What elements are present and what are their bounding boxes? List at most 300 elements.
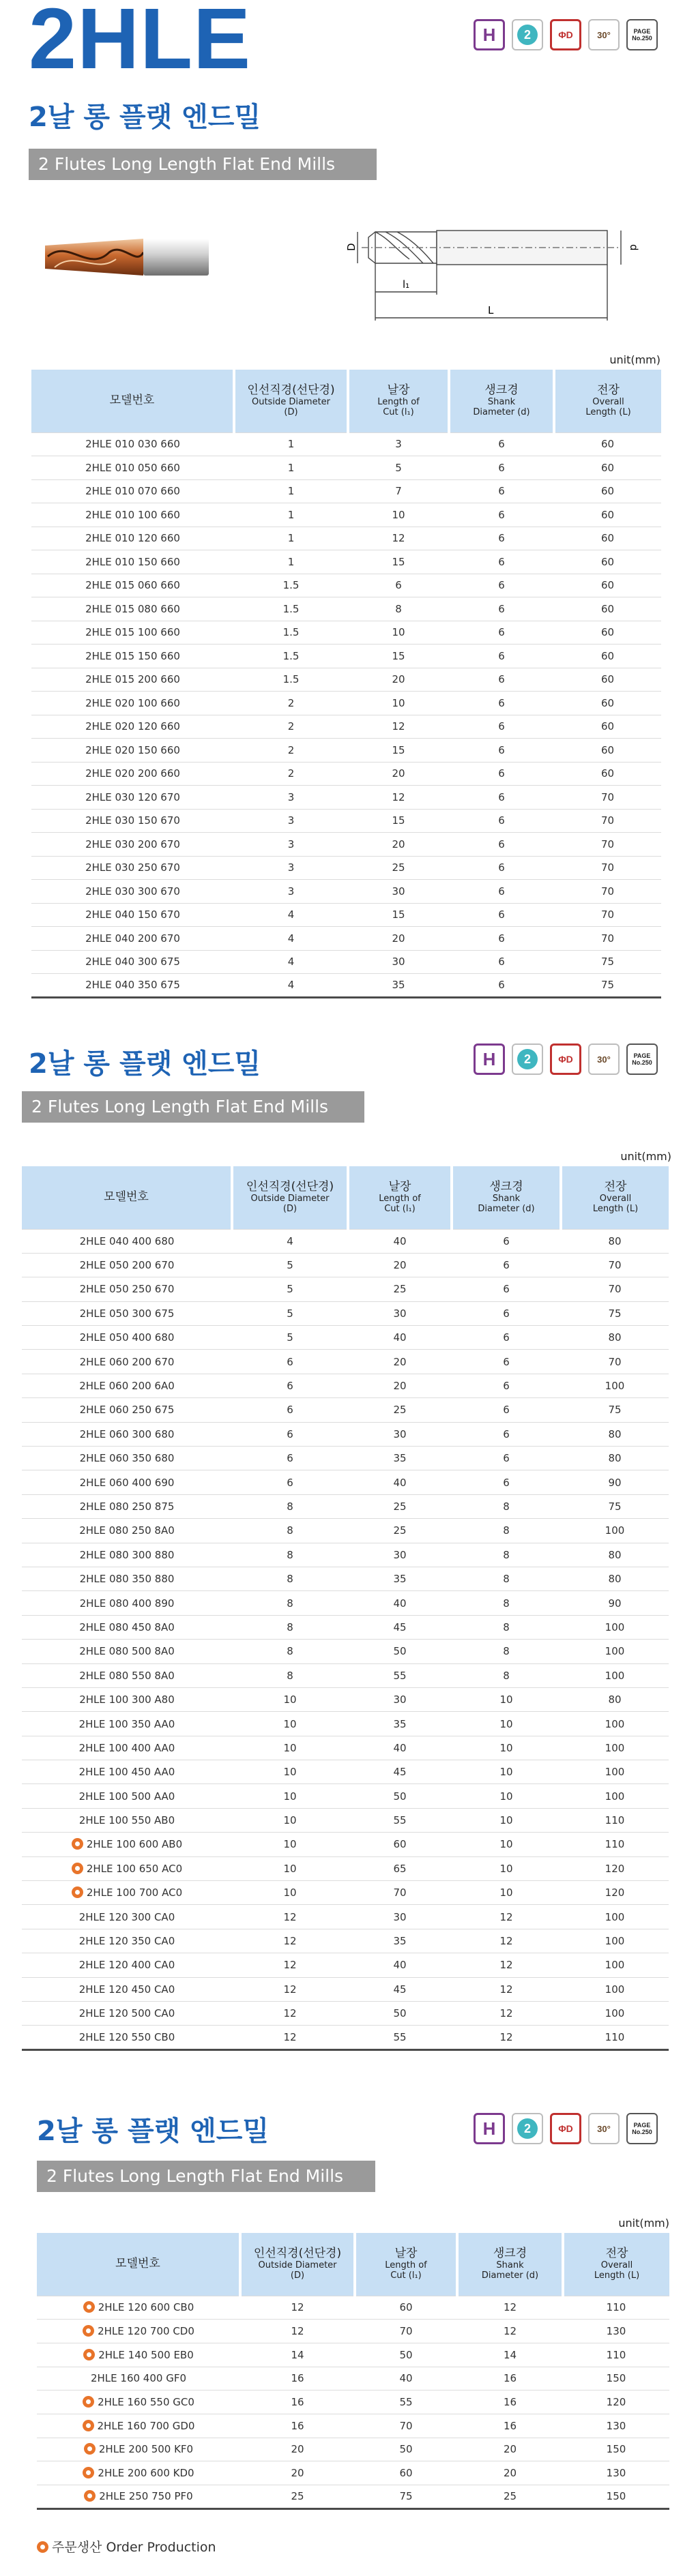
order-production-icon [83,2420,94,2431]
cell-overall-length: 60 [554,456,661,480]
cell-length-of-cut: 25 [348,1277,452,1301]
cell-overall-length: 130 [563,2320,669,2343]
spec-table-1 [31,370,661,998]
cell-shank-diameter: 16 [457,2367,563,2390]
cell-shank-diameter: 6 [449,645,554,668]
cell-shank-diameter: 6 [449,479,554,503]
cell-outside-diameter: 8 [232,1494,348,1518]
table-row [22,2026,669,2049]
table-row [22,1953,669,1977]
cell-overall-length: 60 [554,621,661,645]
cell-model-number: 2HLE 040 150 670 [31,903,234,927]
table-row [31,479,661,503]
cell-length-of-cut: 40 [348,1953,452,1977]
cell-overall-length: 60 [554,762,661,786]
table-row [31,809,661,833]
cell-outside-diameter: 8 [232,1591,348,1615]
cell-outside-diameter: 12 [232,1905,348,1929]
table-row [22,1663,669,1687]
cell-model-number: 2HLE 020 200 660 [31,762,234,786]
col-outside-diameter: 인선직경(선단경) Outside Diameter (D) [232,1166,348,1229]
cell-model-number: 2HLE 120 550 CB0 [22,2026,232,2049]
cell-length-of-cut: 70 [355,2414,457,2438]
cell-overall-length: 100 [561,1953,669,1977]
cell-model-number: 2HLE 060 400 690 [22,1470,232,1494]
col-overall-length: 전장 Overall Length (L) [561,1166,669,1229]
table-row [22,1833,669,1856]
cell-model-number: 2HLE 100 300 A80 [22,1687,232,1711]
col-model: 모델번호 [22,1166,232,1229]
cell-shank-diameter: 6 [452,1447,561,1470]
cell-shank-diameter: 6 [452,1374,561,1397]
table-row [22,1640,669,1663]
cell-length-of-cut: 10 [348,503,449,527]
end-mill-photo [41,225,212,289]
table-row [31,903,661,927]
cell-outside-diameter: 10 [232,1808,348,1832]
cell-outside-diameter: 10 [232,1712,348,1736]
cell-shank-diameter: 6 [452,1470,561,1494]
section-subtitle: 2 Flutes Long Length Flat End Mills [37,2161,375,2192]
cell-shank-diameter: 12 [452,1929,561,1953]
cell-model-number: 2HLE 050 250 670 [22,1277,232,1301]
series-title: 2HLE [29,0,252,87]
cell-length-of-cut: 25 [348,1494,452,1518]
col-shank-diameter: 생크경 Shank Diameter (d) [449,370,554,432]
cell-shank-diameter: 6 [449,597,554,621]
cell-shank-diameter: 6 [449,974,554,998]
cell-model-number: 2HLE 015 100 660 [31,621,234,645]
cell-shank-diameter: 6 [449,856,554,880]
cell-overall-length: 60 [554,432,661,456]
table-row [22,1736,669,1760]
table-row [31,950,661,974]
cell-shank-diameter: 16 [457,2390,563,2414]
cell-outside-diameter: 4 [232,1229,348,1253]
cell-length-of-cut: 60 [348,1833,452,1856]
cell-overall-length: 80 [561,1422,669,1446]
end-mill-dimension-drawing [345,218,641,341]
cell-length-of-cut: 35 [348,974,449,998]
cell-overall-length: 70 [554,856,661,880]
table-row [31,762,661,786]
cell-length-of-cut: 50 [355,2343,457,2367]
cell-outside-diameter: 1.5 [234,668,348,692]
cell-length-of-cut: 8 [348,597,449,621]
table-row [31,597,661,621]
cell-length-of-cut: 25 [348,1398,452,1422]
cell-model-number: 2HLE 020 150 660 [31,739,234,763]
cell-shank-diameter: 6 [449,668,554,692]
diameter-icon: ΦD [550,2113,581,2144]
cell-model-number: 2HLE 100 400 AA0 [22,1736,232,1760]
cell-overall-length: 75 [554,950,661,974]
cell-outside-diameter: 1.5 [234,645,348,668]
cell-shank-diameter: 6 [449,527,554,550]
cell-length-of-cut: 40 [348,1736,452,1760]
cell-length-of-cut: 60 [355,2296,457,2320]
table-row [22,1253,669,1277]
order-production-icon [72,1863,83,1874]
page-reference-icon: PAGE No.250 [626,2113,658,2144]
cell-shank-diameter: 8 [452,1494,561,1518]
cell-outside-diameter: 10 [232,1856,348,1880]
cell-outside-diameter: 1 [234,503,348,527]
table-row [22,1977,669,2001]
cell-outside-diameter: 6 [232,1447,348,1470]
cell-shank-diameter: 12 [457,2320,563,2343]
cell-model-number: 2HLE 020 120 660 [31,715,234,739]
spec-table-3 [37,2233,669,2510]
table-row [22,1687,669,1711]
cell-model-number: 2HLE 120 450 CA0 [22,1977,232,2001]
cell-shank-diameter: 6 [452,1350,561,1374]
cell-overall-length: 110 [561,2026,669,2049]
cell-shank-diameter: 6 [449,715,554,739]
cell-shank-diameter: 10 [452,1712,561,1736]
cell-overall-length: 150 [563,2367,669,2390]
cell-shank-diameter: 6 [449,786,554,810]
cell-outside-diameter: 3 [234,856,348,880]
label-L: L [488,304,494,316]
cell-model-number: 2HLE 040 350 675 [31,974,234,998]
cell-overall-length: 110 [561,1833,669,1856]
cell-outside-diameter: 8 [232,1663,348,1687]
order-production-icon [72,1886,83,1898]
cell-length-of-cut: 70 [355,2320,457,2343]
table-row [22,1398,669,1422]
cell-shank-diameter: 10 [452,1856,561,1880]
cell-outside-diameter: 3 [234,786,348,810]
cell-outside-diameter: 1 [234,550,348,574]
table-row [22,1229,669,1253]
cell-overall-length: 120 [561,1881,669,1905]
table-row [31,550,661,574]
cell-model-number: 2HLE 100 650 AC0 [22,1856,232,1880]
cell-shank-diameter: 6 [449,574,554,597]
cell-length-of-cut: 20 [348,762,449,786]
table-row [31,668,661,692]
hardness-h-icon: H [474,1043,505,1075]
cell-overall-length: 130 [563,2414,669,2438]
cell-model-number: 2HLE 010 150 660 [31,550,234,574]
cell-length-of-cut: 35 [348,1567,452,1590]
cell-model-number: 2HLE 050 200 670 [22,1253,232,1277]
cell-model-number: 2HLE 015 080 660 [31,597,234,621]
table-row [37,2320,669,2343]
order-production-icon [83,2396,94,2408]
cell-length-of-cut: 50 [348,1784,452,1808]
cell-length-of-cut: 35 [348,1929,452,1953]
cell-model-number: 2HLE 020 100 660 [31,692,234,715]
col-length-of-cut: 날장 Length of Cut (l₁) [348,370,449,432]
table-row [22,1760,669,1784]
table-row [31,574,661,597]
cell-shank-diameter: 6 [449,503,554,527]
cell-length-of-cut: 15 [348,645,449,668]
col-overall-length: 전장 Overall Length (L) [563,2233,669,2296]
cell-model-number: 2HLE 050 300 675 [22,1301,232,1325]
two-flute-icon: 2 [512,2113,543,2144]
cell-outside-diameter: 5 [232,1326,348,1350]
cell-outside-diameter: 1.5 [234,621,348,645]
cell-overall-length: 100 [561,1905,669,1929]
two-flute-icon: 2 [512,1043,543,1075]
cell-outside-diameter: 6 [232,1374,348,1397]
cell-model-number: 2HLE 100 550 AB0 [22,1808,232,1832]
table-row [37,2343,669,2367]
table-row [22,1808,669,1832]
cell-length-of-cut: 45 [348,1615,452,1639]
cell-outside-diameter: 1 [234,479,348,503]
cell-shank-diameter: 6 [449,739,554,763]
col-outside-diameter: 인선직경(선단경) Outside Diameter (D) [240,2233,355,2296]
cell-overall-length: 60 [554,715,661,739]
cell-model-number: 2HLE 030 200 670 [31,833,234,857]
table-row [22,1447,669,1470]
cell-length-of-cut: 12 [348,527,449,550]
table-row [31,739,661,763]
cell-outside-diameter: 12 [232,2002,348,2026]
cell-length-of-cut: 20 [348,1350,452,1374]
cell-shank-diameter: 10 [452,1784,561,1808]
cell-model-number: 2HLE 080 450 8A0 [22,1615,232,1639]
cell-outside-diameter: 4 [234,974,348,998]
unit-label: unit(mm) [620,1150,671,1163]
cell-outside-diameter: 12 [232,1953,348,1977]
cell-model-number: 2HLE 030 120 670 [31,786,234,810]
section-subtitle: 2 Flutes Long Length Flat End Mills [22,1091,364,1123]
cell-outside-diameter: 1.5 [234,574,348,597]
cell-model-number: 2HLE 160 400 GF0 [37,2367,240,2390]
cell-overall-length: 100 [561,1374,669,1397]
table-row [31,645,661,668]
cell-shank-diameter: 12 [452,1977,561,2001]
cell-overall-length: 80 [561,1543,669,1567]
table-row [22,1277,669,1301]
feature-icons [474,19,658,50]
cell-model-number: 2HLE 010 120 660 [31,527,234,550]
cell-shank-diameter: 6 [449,621,554,645]
table-row [22,1301,669,1325]
cell-overall-length: 60 [554,692,661,715]
cell-outside-diameter: 1 [234,456,348,480]
section-title: 2날 롱 플랫 엔드밀 [37,2116,270,2147]
cell-outside-diameter: 16 [240,2390,355,2414]
cell-shank-diameter: 6 [449,456,554,480]
cell-model-number: 2HLE 015 060 660 [31,574,234,597]
cell-overall-length: 100 [561,1977,669,2001]
cell-length-of-cut: 12 [348,786,449,810]
section-title: 2날 롱 플랫 엔드밀 [29,1048,261,1080]
cell-length-of-cut: 40 [348,1229,452,1253]
order-production-icon [84,2490,96,2502]
cell-outside-diameter: 2 [234,692,348,715]
cell-length-of-cut: 65 [348,1856,452,1880]
cell-shank-diameter: 16 [457,2414,563,2438]
cell-overall-length: 110 [561,1808,669,1832]
order-production-icon [84,2443,96,2455]
cell-shank-diameter: 6 [449,809,554,833]
cell-overall-length: 110 [563,2296,669,2320]
cell-outside-diameter: 8 [232,1567,348,1590]
cell-shank-diameter: 6 [452,1301,561,1325]
cell-length-of-cut: 7 [348,479,449,503]
cell-overall-length: 70 [561,1350,669,1374]
cell-outside-diameter: 1 [234,432,348,456]
page-reference-icon: PAGE No.250 [626,19,658,50]
helix-30-icon: 30° [588,2113,620,2144]
cell-shank-diameter: 6 [449,833,554,857]
table-row [22,1929,669,1953]
cell-shank-diameter: 8 [452,1519,561,1543]
cell-shank-diameter: 6 [449,880,554,904]
cell-model-number: 2HLE 100 700 AC0 [22,1881,232,1905]
cell-outside-diameter: 4 [234,950,348,974]
cell-length-of-cut: 30 [348,880,449,904]
table-row [31,503,661,527]
cell-model-number: 2HLE 160 700 GD0 [37,2414,240,2438]
table-row [22,1470,669,1494]
unit-label: unit(mm) [609,353,660,366]
cell-overall-length: 150 [563,2438,669,2461]
cell-outside-diameter: 6 [232,1422,348,1446]
cell-overall-length: 70 [554,927,661,951]
cell-shank-diameter: 6 [449,950,554,974]
cell-shank-diameter: 8 [452,1663,561,1687]
cell-shank-diameter: 10 [452,1808,561,1832]
cell-length-of-cut: 6 [348,574,449,597]
cell-outside-diameter: 5 [232,1253,348,1277]
cell-shank-diameter: 25 [457,2485,563,2509]
cell-outside-diameter: 4 [234,927,348,951]
cell-model-number: 2HLE 080 550 8A0 [22,1663,232,1687]
cell-overall-length: 70 [554,880,661,904]
cell-outside-diameter: 20 [240,2461,355,2485]
col-model: 모델번호 [37,2233,240,2296]
hardness-h-icon: H [474,2113,505,2144]
cell-shank-diameter: 6 [452,1229,561,1253]
table-row [22,1350,669,1374]
cell-overall-length: 75 [561,1301,669,1325]
cell-overall-length: 60 [554,597,661,621]
cell-outside-diameter: 10 [232,1760,348,1784]
table-row [31,456,661,480]
table-row [37,2390,669,2414]
cell-overall-length: 70 [561,1277,669,1301]
table-row [22,1422,669,1446]
cell-model-number: 2HLE 160 550 GC0 [37,2390,240,2414]
table-row [31,527,661,550]
cell-outside-diameter: 3 [234,880,348,904]
table-row [31,432,661,456]
cell-length-of-cut: 5 [348,456,449,480]
col-overall-length: 전장 Overall Length (L) [554,370,661,432]
table-row [37,2414,669,2438]
cell-length-of-cut: 10 [348,692,449,715]
table-row [31,833,661,857]
diameter-icon: ΦD [550,1043,581,1075]
cell-overall-length: 100 [561,2002,669,2026]
cell-shank-diameter: 10 [452,1736,561,1760]
cell-length-of-cut: 20 [348,668,449,692]
cell-shank-diameter: 10 [452,1687,561,1711]
cell-outside-diameter: 8 [232,1640,348,1663]
cell-overall-length: 60 [554,503,661,527]
cell-model-number: 2HLE 060 350 680 [22,1447,232,1470]
cell-outside-diameter: 16 [240,2414,355,2438]
cell-shank-diameter: 6 [452,1422,561,1446]
col-length-of-cut: 날장 Length of Cut (l₁) [355,2233,457,2296]
cell-model-number: 2HLE 060 200 670 [22,1350,232,1374]
diameter-icon: ΦD [550,19,581,50]
cell-outside-diameter: 20 [240,2438,355,2461]
cell-overall-length: 110 [563,2343,669,2367]
table-row [22,1494,669,1518]
helix-30-icon: 30° [588,1043,620,1075]
cell-overall-length: 100 [561,1663,669,1687]
cell-length-of-cut: 40 [355,2367,457,2390]
cell-length-of-cut: 30 [348,950,449,974]
cell-shank-diameter: 14 [457,2343,563,2367]
cell-model-number: 2HLE 120 400 CA0 [22,1953,232,1977]
cell-shank-diameter: 12 [452,1953,561,1977]
cell-overall-length: 80 [561,1326,669,1350]
cell-shank-diameter: 8 [452,1591,561,1615]
cell-shank-diameter: 6 [452,1253,561,1277]
cell-model-number: 2HLE 120 700 CD0 [37,2320,240,2343]
table-row [22,2002,669,2026]
cell-overall-length: 60 [554,739,661,763]
cell-shank-diameter: 12 [452,1905,561,1929]
table-row [22,1615,669,1639]
cell-length-of-cut: 15 [348,739,449,763]
table-row [37,2296,669,2320]
cell-outside-diameter: 8 [232,1615,348,1639]
cell-model-number: 2HLE 080 250 875 [22,1494,232,1518]
col-model: 모델번호 [31,370,234,432]
table-row [22,1905,669,1929]
cell-outside-diameter: 10 [232,1736,348,1760]
cell-outside-diameter: 10 [232,1833,348,1856]
cell-length-of-cut: 10 [348,621,449,645]
cell-length-of-cut: 30 [348,1543,452,1567]
col-shank-diameter: 생크경 Shank Diameter (d) [457,2233,563,2296]
cell-overall-length: 80 [561,1447,669,1470]
cell-outside-diameter: 4 [234,903,348,927]
cell-model-number: 2HLE 200 500 KF0 [37,2438,240,2461]
cell-length-of-cut: 3 [348,432,449,456]
cell-length-of-cut: 20 [348,1253,452,1277]
cell-outside-diameter: 12 [232,2026,348,2049]
cell-shank-diameter: 6 [449,762,554,786]
cell-length-of-cut: 40 [348,1591,452,1615]
cell-shank-diameter: 6 [452,1398,561,1422]
table-row [22,1881,669,1905]
cell-overall-length: 60 [554,550,661,574]
cell-model-number: 2HLE 030 250 670 [31,856,234,880]
cell-model-number: 2HLE 015 200 660 [31,668,234,692]
cell-outside-diameter: 14 [240,2343,355,2367]
cell-length-of-cut: 20 [348,833,449,857]
cell-overall-length: 120 [563,2390,669,2414]
cell-overall-length: 60 [554,479,661,503]
cell-shank-diameter: 8 [452,1567,561,1590]
table-row [31,880,661,904]
cell-length-of-cut: 45 [348,1977,452,2001]
two-flute-icon: 2 [512,19,543,50]
cell-length-of-cut: 25 [348,1519,452,1543]
